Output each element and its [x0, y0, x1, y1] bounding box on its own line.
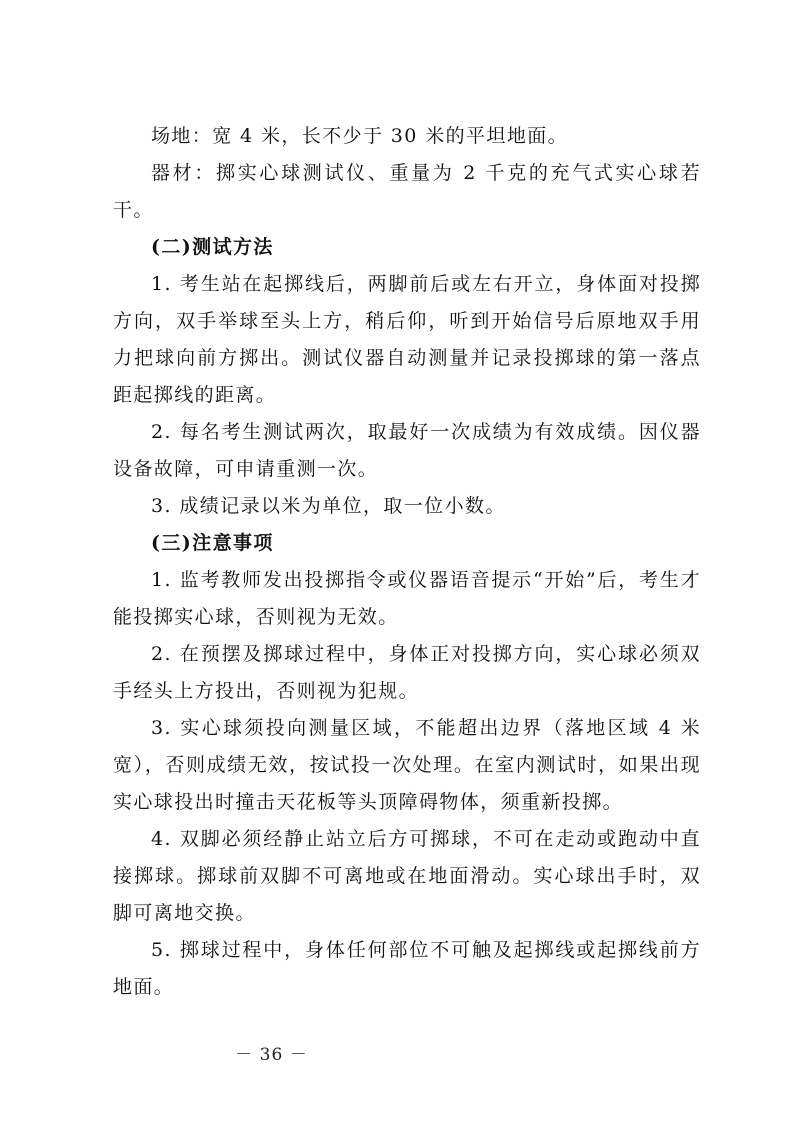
- document-body: [113, 118, 701, 1006]
- test-method-item-1: 1. 考生站在起掷线后，两脚前后或左右开立，身体面对投掷方向，双手举球至头上方，稍后仰，听到开始信号后原地双手用力把球向前方掷出。测试仪器自动测量并记录投掷球的第一落点距起掷线的距离。: [113, 273, 701, 406]
- section-heading-notes: (三)注意事项: [151, 532, 274, 554]
- notes-item-5: 5. 掷球过程中，身体任何部位不可触及起掷线或起掷线前方地面。: [113, 939, 701, 998]
- page-number: － 36 －: [235, 1045, 308, 1065]
- notes-item-3: 3. 实心球须投向测量区域，不能超出边界（落地区域 4 米宽），否则成绩无效，按试投一次处理。在室内测试时，如果出现实心球投出时撞击天花板等头顶障碍物体，须重新投掷。: [113, 717, 701, 813]
- test-method-item-2: 2. 每名考生测试两次，取最好一次成绩为有效成绩。因仪器设备故障，可申请重测一次。: [113, 421, 701, 480]
- page-number-footer: [0, 1040, 793, 1065]
- notes-item-1: 1. 监考教师发出投掷指令或仪器语音提示“开始”后，考生才能投掷实心球，否则视为无效。: [113, 569, 701, 628]
- venue-paragraph: 场地：宽 4 米，长不少于 30 米的平坦地面。: [151, 125, 569, 147]
- equipment-paragraph: 器材：掷实心球测试仪、重量为 2 千克的充气式实心球若干。: [113, 162, 701, 221]
- test-method-item-3: 3. 成绩记录以米为单位，取一位小数。: [151, 495, 506, 517]
- section-heading-test-method: (二)测试方法: [151, 236, 274, 258]
- notes-item-2: 2. 在预摆及掷球过程中，身体正对投掷方向，实心球必须双手经头上方投出，否则视为犯规。: [113, 643, 701, 702]
- notes-item-4: 4. 双脚必须经静止站立后方可掷球，不可在走动或跑动中直接掷球。掷球前双脚不可离地或在地面滑动。实心球出手时，双脚可离地交换。: [113, 828, 701, 924]
